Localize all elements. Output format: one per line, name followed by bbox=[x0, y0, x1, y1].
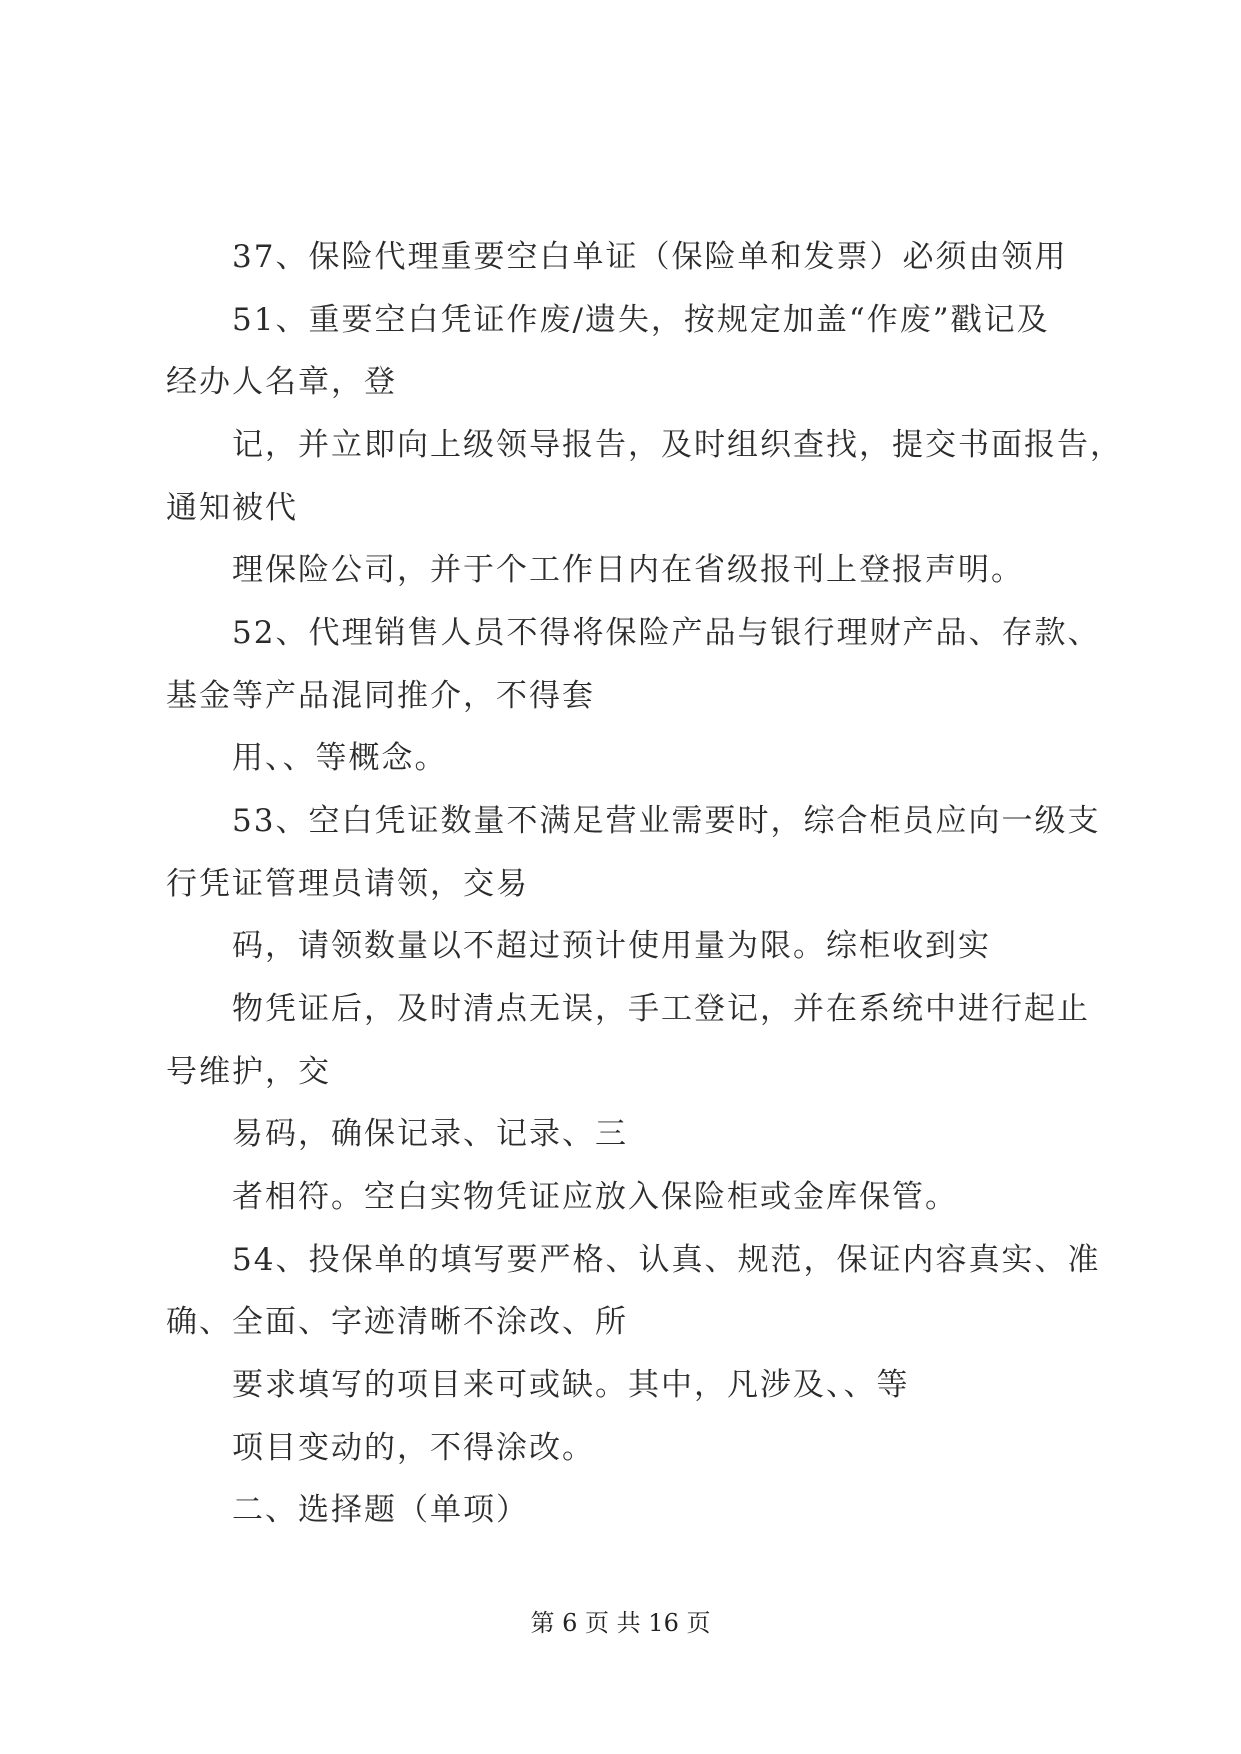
paragraph-54-line-2: 要求填写的项目来可或缺。其中，凡涉及、、等 bbox=[232, 1367, 910, 1403]
paragraph-37: 37、保险代理重要空白单证（保险单和发票）必须由领用 bbox=[232, 239, 1068, 275]
paragraph-51-line-2-cont: 通知被代 bbox=[166, 490, 298, 526]
paragraph-51: 51、重要空白凭证作废/遗失，按规定加盖“作废”戳记及 bbox=[232, 302, 1050, 338]
page-number-footer: 第 6 页 共 16 页 bbox=[530, 1609, 711, 1637]
paragraph-53-line-3-cont: 号维护，交 bbox=[166, 1054, 331, 1090]
paragraph-54: 54、投保单的填写要严格、认真、规范，保证内容真实、准 bbox=[232, 1242, 1101, 1278]
paragraph-53-cont: 行凭证管理员请领，交易 bbox=[166, 866, 529, 902]
paragraph-52-line-2: 用、、等概念。 bbox=[232, 740, 448, 776]
paragraph-53-line-5: 者相符。空白实物凭证应放入保险柜或金库保管。 bbox=[232, 1179, 958, 1215]
paragraph-54-line-3: 项目变动的，不得涂改。 bbox=[232, 1430, 595, 1466]
paragraph-53: 53、空白凭证数量不满足营业需要时，综合柜员应向一级支 bbox=[232, 803, 1101, 839]
section-heading-choice: 二、选择题（单项） bbox=[232, 1492, 529, 1528]
paragraph-53-line-4: 易码，确保记录、记录、三 bbox=[232, 1116, 628, 1152]
paragraph-51-line-3: 理保险公司，并于个工作日内在省级报刊上登报声明。 bbox=[232, 552, 1024, 588]
paragraph-51-line-2: 记，并立即向上级领导报告，及时组织查找，提交书面报告， bbox=[232, 427, 1123, 463]
paragraph-52: 52、代理销售人员不得将保险产品与银行理财产品、存款、 bbox=[232, 615, 1101, 651]
paragraph-53-line-3: 物凭证后，及时清点无误，手工登记，并在系统中进行起止 bbox=[232, 991, 1090, 1027]
paragraph-51-cont: 经办人名章，登 bbox=[166, 364, 397, 400]
paragraph-53-line-2: 码，请领数量以不超过预计使用量为限。综柜收到实 bbox=[232, 928, 991, 964]
paragraph-52-cont: 基金等产品混同推介，不得套 bbox=[166, 678, 595, 714]
paragraph-54-cont: 确、全面、字迹清晰不涂改、所 bbox=[166, 1304, 628, 1340]
